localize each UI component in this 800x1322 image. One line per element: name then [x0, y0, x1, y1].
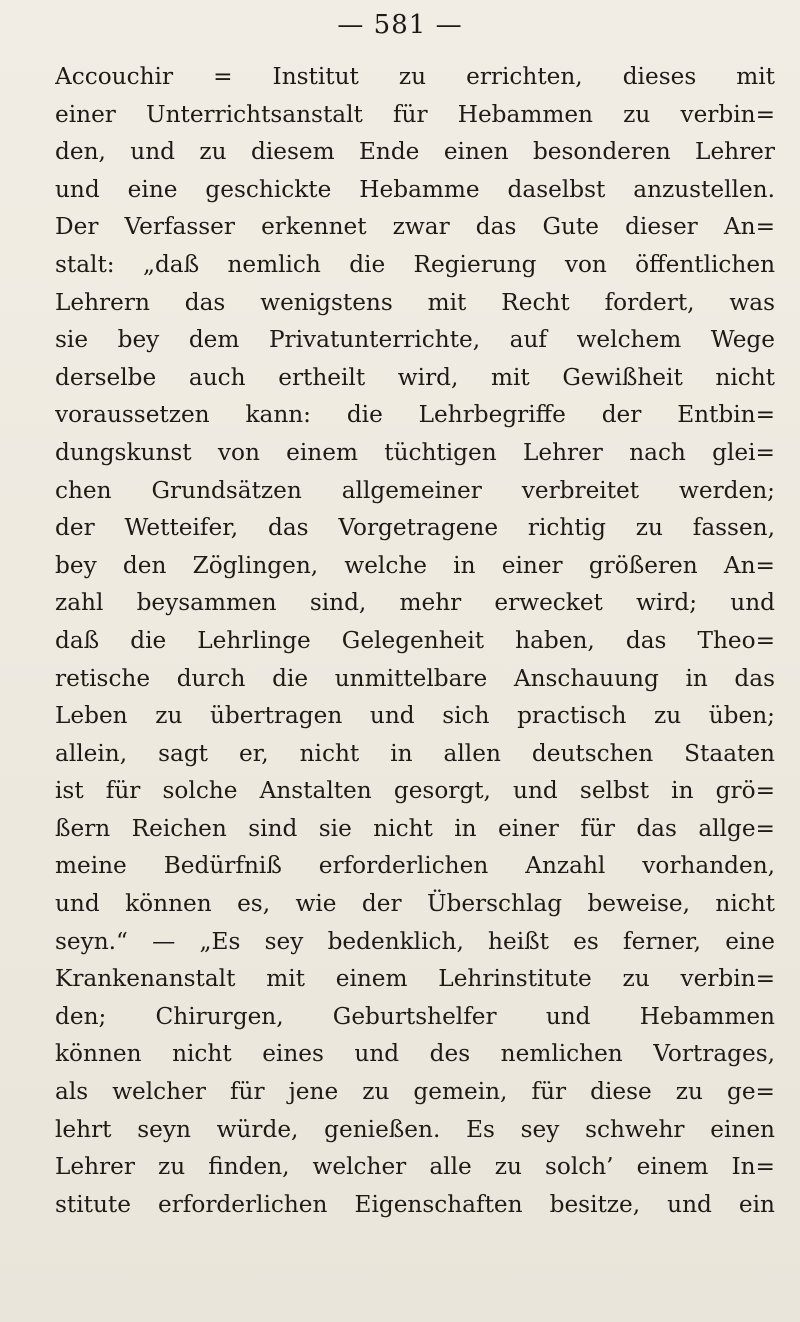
- text-line: den, und zu diesem Ende einen besonderen Lehrer: [55, 138, 775, 166]
- body-text: [55, 58, 775, 1223]
- text-line: Accouchir = Institut zu errichten, dieses mit: [55, 63, 775, 90]
- text-line: stitute erforderlichen Eigenschaften besitze, und ein: [55, 1190, 775, 1218]
- page-header: — 581 —: [337, 10, 463, 40]
- text-line: den; Chirurgen, Geburtshelfer und Hebammen: [55, 1002, 775, 1030]
- text-line: als welcher für jene zu gemein, für diese zu ge=: [55, 1078, 775, 1106]
- text-line: meine Bedürfniß erforderlichen Anzahl vorhanden,: [55, 852, 775, 880]
- text-line: derselbe auch ertheilt wird, mit Gewißheit nicht: [55, 363, 775, 391]
- text-line: retische durch die unmittelbare Anschauung in das: [55, 664, 775, 692]
- text-line: können nicht eines und des nemlichen Vortrages,: [55, 1040, 775, 1068]
- text-line: daß die Lehrlinge Gelegenheit haben, das Theo=: [55, 626, 775, 654]
- text-line: voraussetzen kann: die Lehrbegriffe der Entbin=: [55, 401, 775, 429]
- text-line: stalt: „daß nemlich die Regierung von öffentlichen: [55, 250, 775, 278]
- text-line: bey den Zöglingen, welche in einer größeren An=: [55, 551, 775, 579]
- text-line: und können es, wie der Überschlag beweise, nicht: [55, 890, 775, 918]
- text-line: zahl beysammen sind, mehr erwecket wird; und: [55, 589, 775, 617]
- text-line: Der Verfasser erkennet zwar das Gute dieser An=: [55, 213, 775, 241]
- text-line: allein, sagt er, nicht in allen deutschen Staaten: [55, 739, 775, 767]
- text-line: sie bey dem Privatunterrichte, auf welchem Wege: [55, 326, 775, 354]
- text-line: lehrt seyn würde, genießen. Es sey schwehr einen: [55, 1115, 775, 1143]
- text-line: der Wetteifer, das Vorgetragene richtig zu fassen,: [55, 514, 775, 542]
- text-line: und eine geschickte Hebamme daselbst anzustellen.: [55, 175, 775, 203]
- text-line: einer Unterrichtsanstalt für Hebammen zu verbin=: [55, 100, 775, 128]
- text-line: Krankenanstalt mit einem Lehrinstitute zu verbin=: [55, 965, 775, 993]
- text-line: Leben zu übertragen und sich practisch zu üben;: [55, 702, 775, 730]
- text-line: ist für solche Anstalten gesorgt, und selbst in grö=: [55, 777, 775, 805]
- text-line: seyn.“ — „Es sey bedenklich, heißt es ferner, eine: [55, 927, 775, 955]
- text-line: dungskunst von einem tüchtigen Lehrer nach glei=: [55, 438, 775, 466]
- text-line: Lehrer zu finden, welcher alle zu solch’ einem In=: [55, 1153, 775, 1181]
- text-line: chen Grundsätzen allgemeiner verbreitet werden;: [55, 476, 775, 504]
- text-line: ßern Reichen sind sie nicht in einer für das allge=: [55, 814, 775, 842]
- text-line: Lehrern das wenigstens mit Recht fordert, was: [55, 288, 775, 316]
